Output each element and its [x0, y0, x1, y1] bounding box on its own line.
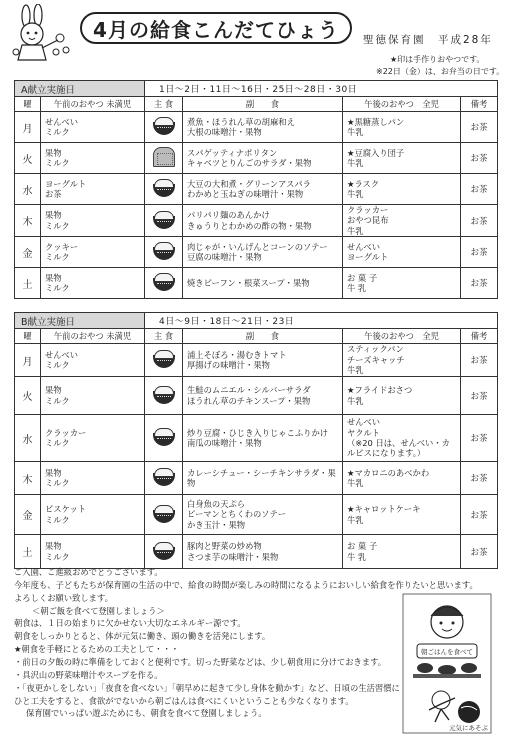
menu-b-label: B献立実施日	[15, 313, 145, 329]
weekday-cell: 火	[15, 377, 41, 415]
remarks-cell: お茶	[461, 268, 498, 299]
staple-cell	[145, 174, 183, 205]
menu-table-a	[14, 80, 498, 299]
am-line: ヨーグルト	[45, 178, 87, 189]
closing-line: 保育園でいっぱい遊ぶためにも、朝食を食べて登園しましょう。	[26, 708, 267, 719]
pm-line: 牛 乳	[347, 283, 367, 294]
greeting: ご入園、ご進級おめでとうございます。	[14, 567, 163, 577]
pm-snack-cell	[343, 112, 461, 143]
am-line: 果物	[45, 210, 62, 221]
side-dish-cell	[183, 112, 343, 143]
side-line: 豚肉と野菜の炒め物	[187, 541, 262, 552]
am-snack-cell	[41, 205, 145, 237]
side-line: ほうれん草のチキンスープ・果物	[187, 395, 311, 406]
pm-line: おやつ昆布	[347, 215, 389, 226]
pm-line: ★ラスク	[347, 178, 380, 189]
rice-bowl-icon	[151, 241, 177, 261]
side-dish-cell	[183, 174, 343, 205]
am-snack-cell	[41, 268, 145, 299]
rice-bowl-icon	[151, 272, 177, 292]
rice-bowl-icon	[151, 178, 177, 198]
col-pm-snack: 午後のおやつ 全児	[343, 97, 461, 112]
side-dish-cell	[183, 344, 343, 377]
pm-line: お 菓 子	[347, 541, 378, 552]
menu-row	[15, 344, 498, 377]
col-day: 曜	[15, 329, 41, 344]
rice-bowl-icon	[151, 349, 177, 369]
weekday-cell: 月	[15, 344, 41, 377]
rice-bowl-icon	[151, 541, 177, 561]
am-snack-cell	[41, 462, 145, 495]
remarks-cell: お茶	[461, 143, 498, 174]
am-snack-cell	[41, 237, 145, 268]
side-dish-cell	[183, 377, 343, 415]
newsletter-text	[14, 566, 497, 738]
menu-table-b	[14, 312, 498, 569]
staple-cell	[145, 415, 183, 462]
tip-3-cont: ひと工夫をすると、食欲がでないから朝ごはんは食べにくいということも少なくなります。	[14, 695, 354, 706]
weekday-cell: 土	[15, 268, 41, 299]
breakfast-line-1: 朝食は、１日の始まりに欠かせない大切なエネルギー源です。	[14, 618, 246, 629]
weekday-cell: 土	[15, 535, 41, 569]
side-line: 焼きビーフン・根菜スープ・果物	[187, 277, 310, 288]
menu-row	[15, 237, 498, 268]
pm-snack-cell	[343, 344, 461, 377]
menu-row	[15, 415, 498, 462]
illustration-sign: 朝ごはんを食べて	[421, 648, 473, 656]
pm-line: ヤクルト	[347, 427, 380, 438]
pm-line: 牛乳	[347, 189, 364, 199]
title-frame	[80, 12, 352, 44]
page-title: 4月の給食こんだてひょう	[93, 17, 339, 42]
pm-snack-cell	[343, 237, 461, 268]
rice-bowl-icon	[151, 116, 177, 136]
tip-3: ・「夜更かしをしない」「夜食を食べない」「朝早めに起きて少し身体を動かす」など、日頃の生活習慣に	[14, 682, 400, 693]
section-heading: ＜朝ご飯を食べて登園しましょう＞	[32, 605, 165, 616]
bread-icon	[153, 147, 175, 167]
menu-row	[15, 143, 498, 174]
pm-line: ★豆腐入り団子	[347, 147, 405, 158]
tip-1: ・前日の夕飯の時に準備をしておくと便利です。切った野菜などは、少し朝食用に分けておきます。	[14, 657, 387, 668]
side-dish-cell	[183, 143, 343, 174]
col-staple: 主 食	[145, 329, 183, 344]
staple-cell	[145, 462, 183, 495]
menu-row	[15, 268, 498, 299]
pm-line: 牛乳	[347, 127, 364, 137]
weekday-cell: 金	[15, 237, 41, 268]
pm-line: スティックパン	[347, 344, 404, 355]
side-line: スパゲッティナポリタン	[187, 147, 278, 158]
am-line: 果物	[45, 385, 62, 396]
am-line: ミルク	[45, 478, 70, 488]
am-line: ビスケット	[45, 504, 87, 515]
side-line: 肉じゃが・いんげんとコーンのソテー	[187, 241, 328, 252]
pm-line: 牛乳	[347, 158, 364, 168]
pm-line: チーズキャッチ	[347, 354, 405, 365]
am-line: せんべい	[45, 116, 79, 127]
remarks-cell: お茶	[461, 112, 498, 143]
pm-snack-cell	[343, 268, 461, 299]
tips-heading: ★朝食を手軽にとるための工夫として・・・	[14, 644, 180, 655]
am-line: クッキー	[45, 241, 79, 252]
am-line: 果物	[45, 147, 62, 158]
pm-snack-cell	[343, 462, 461, 495]
am-line: 果物	[45, 272, 62, 283]
am-snack-cell	[41, 174, 145, 205]
weekday-cell: 水	[15, 415, 41, 462]
side-line: きゅうりとわかめの酢の物・果物	[187, 220, 312, 231]
pm-line: ★黒糖蒸しパン	[347, 116, 405, 127]
menu-row	[15, 112, 498, 143]
remarks-cell: お茶	[461, 462, 498, 495]
menu-a-dates: 1日～2日・11日～16日・25日～28日・30日	[145, 81, 498, 97]
side-dish-cell	[183, 462, 343, 495]
side-dish-cell	[183, 495, 343, 535]
side-dish-cell	[183, 237, 343, 268]
weekday-cell: 木	[15, 205, 41, 237]
am-snack-cell	[41, 143, 145, 174]
staple-cell	[145, 143, 183, 174]
am-line: 果物	[45, 541, 62, 552]
menu-row	[15, 174, 498, 205]
col-pm-snack: 午後のおやつ 全児	[343, 329, 461, 344]
am-line: ミルク	[45, 283, 70, 294]
staple-cell	[145, 495, 183, 535]
col-remarks: 備考	[461, 97, 498, 112]
rabbit-mascot-icon	[8, 4, 78, 64]
side-line: ピーマンとちくわのソテー	[187, 509, 287, 520]
rice-bowl-icon	[151, 467, 177, 487]
weekday-cell: 金	[15, 495, 41, 535]
weekday-cell: 木	[15, 462, 41, 495]
menu-row	[15, 535, 498, 569]
am-snack-cell	[41, 112, 145, 143]
pm-snack-cell	[343, 143, 461, 174]
staple-cell	[145, 205, 183, 237]
remarks-cell: お茶	[461, 415, 498, 462]
am-line: ミルク	[45, 514, 70, 525]
side-dish-cell	[183, 535, 343, 569]
side-line: カレーシチュー・シーチキンサラダ・果物	[187, 467, 336, 488]
menu-row	[15, 462, 498, 495]
side-line: 白身魚の天ぷら	[187, 498, 246, 509]
staple-cell	[145, 377, 183, 415]
remarks-cell: お茶	[461, 495, 498, 535]
am-line: ミルク	[45, 360, 70, 370]
pm-line: ★キャロットケーキ	[347, 504, 421, 515]
remarks-cell: お茶	[461, 535, 498, 569]
pm-line: 牛 乳	[347, 551, 367, 562]
am-line: せんべい	[45, 349, 79, 360]
side-line: 南瓜の味噌汁・果物	[187, 438, 262, 448]
side-line: 生鮭のムニエル・シルバーサラダ	[187, 385, 311, 396]
pm-line: せんべい	[347, 241, 381, 252]
pm-line: 牛乳	[347, 395, 364, 406]
col-am-snack: 午前のおやつ 未満児	[41, 97, 145, 112]
rice-bowl-icon	[151, 427, 177, 447]
pm-snack-cell	[343, 205, 461, 237]
menu-b-dates: 4日～9日・18日～21日・23日	[145, 313, 498, 329]
side-line: 浦上そぼろ・湯むきトマト	[187, 349, 287, 360]
rice-bowl-icon	[151, 504, 177, 524]
weekday-cell: 水	[15, 174, 41, 205]
pm-snack-cell	[343, 495, 461, 535]
weekday-cell: 火	[15, 143, 41, 174]
breakfast-illustration-icon	[401, 592, 493, 735]
remarks-cell: お茶	[461, 174, 498, 205]
side-line: 大根の味噌汁・果物	[187, 127, 262, 137]
pm-line: ★マカロニのあべかわ	[347, 467, 430, 478]
rice-bowl-icon	[151, 210, 177, 230]
pm-line: せんべい	[347, 417, 381, 428]
am-snack-cell	[41, 344, 145, 377]
remarks-cell: お茶	[461, 237, 498, 268]
menu-row	[15, 377, 498, 415]
pm-snack-cell	[343, 535, 461, 569]
col-am-snack: 午前のおやつ 未満児	[41, 329, 145, 344]
col-day: 曜	[15, 97, 41, 112]
rice-bowl-icon	[151, 385, 177, 405]
homemade-note: ★印は手作りおやつです。	[390, 55, 485, 64]
header	[8, 4, 503, 76]
remarks-cell: お茶	[461, 205, 498, 237]
staple-cell	[145, 237, 183, 268]
side-line: 大豆の大和煮・グリーンアスパラ	[187, 178, 311, 189]
side-line: 厚揚げの味噌汁・果物	[187, 360, 270, 370]
am-line: 果物	[45, 467, 62, 478]
side-line: キャベツとりんごのサラダ・果物	[187, 158, 312, 168]
am-line: クラッカー	[45, 427, 87, 438]
pm-snack-cell	[343, 415, 461, 462]
side-line: わかめと玉ねぎの味噌汁・果物	[187, 189, 304, 199]
menu-a-label: A献立実施日	[15, 81, 145, 97]
side-line: 煮魚・ほうれん草の胡麻和え	[187, 116, 295, 127]
side-line: パリパリ麺のあんかけ	[187, 210, 270, 221]
bento-note: ※22日（金）は、お弁当の日です。	[376, 67, 505, 76]
am-line: ミルク	[45, 252, 70, 263]
staple-cell	[145, 268, 183, 299]
am-snack-cell	[41, 377, 145, 415]
breakfast-line-2: 朝食をしっかりとると、体が元気に働き、頭の働きを活発にします。	[14, 631, 271, 642]
col-side: 副 食	[183, 97, 343, 112]
menu-row	[15, 495, 498, 535]
pm-line: ★フライドおさつ	[347, 385, 413, 396]
pm-line: （※20 日は、せんべい・カ	[347, 438, 450, 448]
am-line: ミルク	[45, 395, 70, 406]
am-line: お茶	[45, 189, 62, 199]
side-dish-cell	[183, 268, 343, 299]
col-side: 副 食	[183, 329, 343, 344]
pm-line: ルピスになります。）	[347, 448, 426, 459]
pm-line: 牛乳	[347, 514, 364, 525]
am-line: ミルク	[45, 158, 70, 168]
am-line: ミルク	[45, 127, 70, 137]
side-line: かき玉汁・果物	[187, 519, 246, 530]
remarks-cell: お茶	[461, 377, 498, 415]
side-line: 炒り豆腐・ひじき入りじゃこふりかけ	[187, 427, 329, 438]
staple-cell	[145, 112, 183, 143]
pm-line: 牛乳	[347, 365, 364, 376]
am-snack-cell	[41, 535, 145, 569]
pm-line: 牛乳	[347, 225, 364, 236]
staple-cell	[145, 535, 183, 569]
am-line: ミルク	[45, 551, 70, 562]
pm-line: ヨーグルト	[347, 252, 389, 263]
pm-line: クラッカー	[347, 205, 389, 215]
pm-snack-cell	[343, 377, 461, 415]
school-name: 聖徳保育園 平成28年	[363, 34, 493, 46]
side-line: さつま芋の味噌汁・果物	[187, 551, 279, 562]
am-snack-cell	[41, 495, 145, 535]
intro-line: 今年度も、子どもたちが保育園の生活の中で、給食の時間が楽しみの時間になるようにおいしい給食を作りたいと思います。	[14, 579, 478, 590]
staple-cell	[145, 344, 183, 377]
tip-2: ・具沢山の野菜味噌汁やスープを作る。	[14, 669, 163, 680]
side-line: 豆腐の味噌汁・果物	[187, 252, 262, 263]
am-line: ミルク	[45, 438, 70, 448]
pm-line: 牛乳	[347, 478, 364, 488]
am-snack-cell	[41, 415, 145, 462]
side-dish-cell	[183, 205, 343, 237]
pm-line: お 菓 子	[347, 272, 378, 283]
am-line: ミルク	[45, 220, 70, 231]
remarks-cell: お茶	[461, 344, 498, 377]
col-staple: 主 食	[145, 97, 183, 112]
col-remarks: 備考	[461, 329, 498, 344]
side-dish-cell	[183, 415, 343, 462]
weekday-cell: 月	[15, 112, 41, 143]
menu-row	[15, 205, 498, 237]
pm-snack-cell	[343, 174, 461, 205]
illustration-caption: 元気にあそぶ	[449, 724, 488, 732]
regards-line: よろしくお願い致します。	[14, 592, 113, 603]
